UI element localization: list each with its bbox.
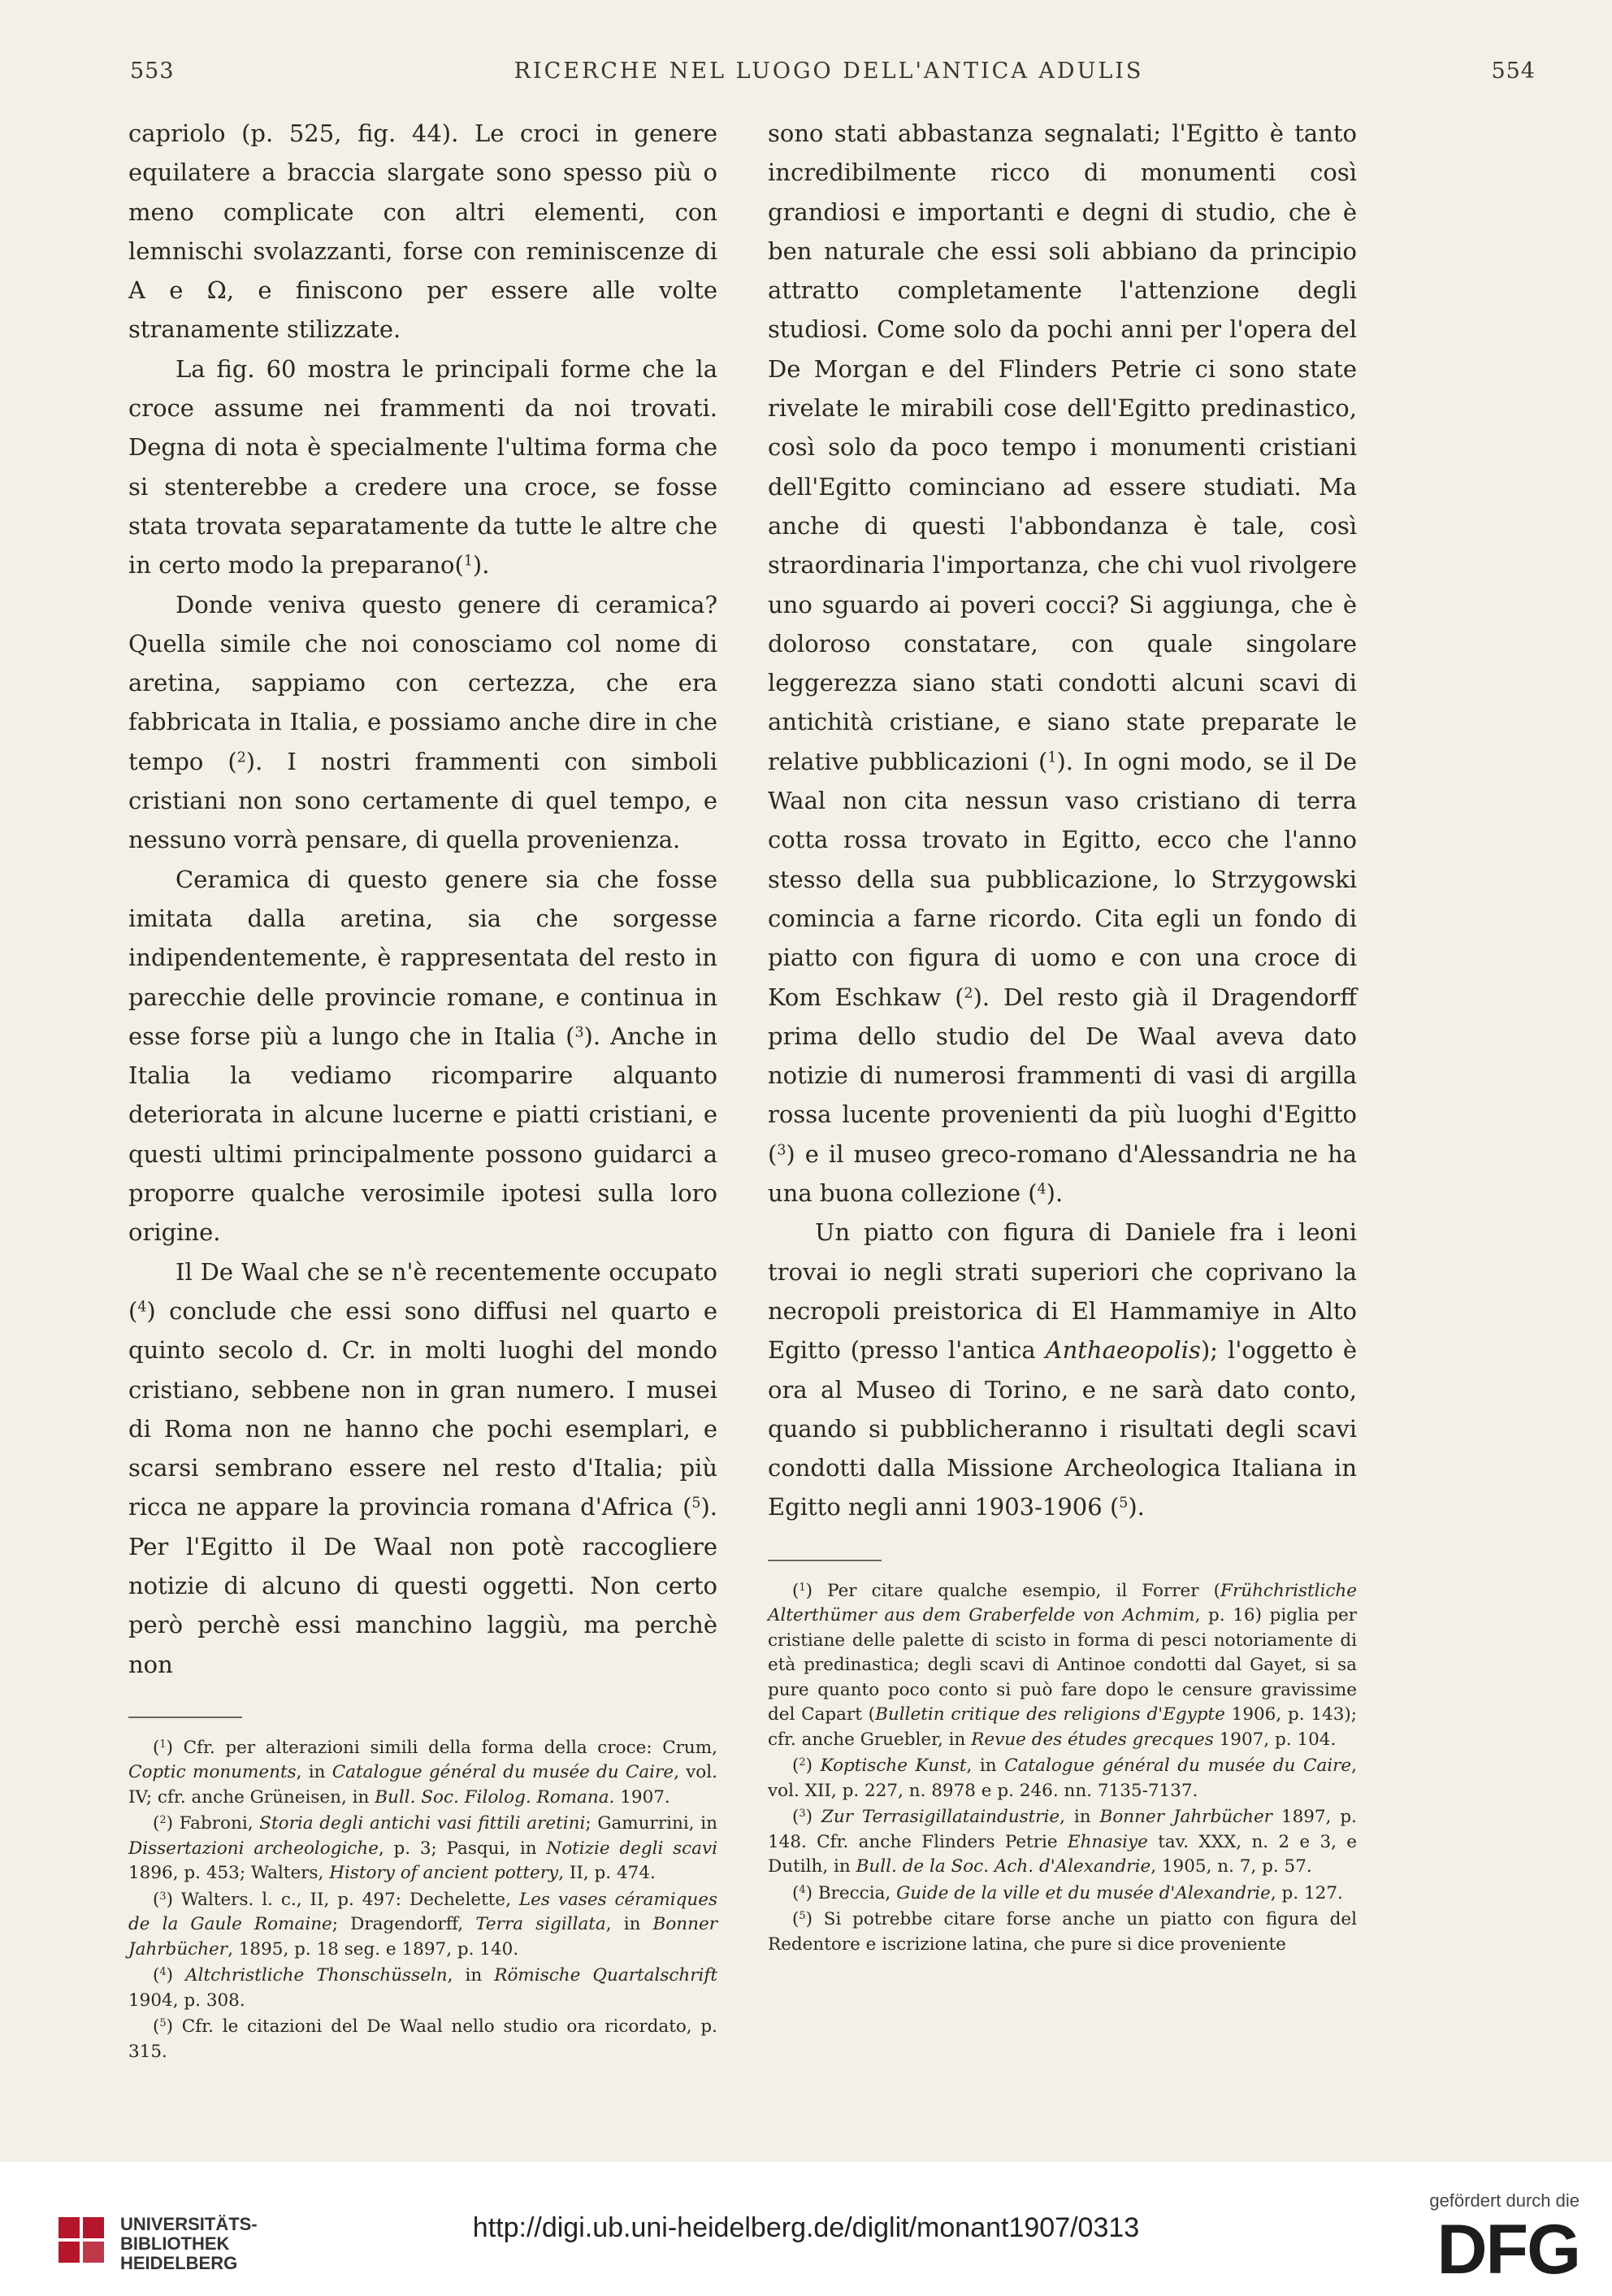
page-number-right: 554 (1491, 59, 1536, 84)
left-footnotes (128, 1736, 717, 2065)
left-body-text (128, 114, 717, 1684)
right-column (768, 114, 1357, 1959)
footnote-ref[interactable]: ($^4$) (1028, 1179, 1055, 1208)
paragraph: Donde veniva questo genere di ceramica? Quella simile che noi conosciamo col nome di aretina, sappiamo con certezza, che era fabbricata in Italia, e possiamo anche dire in che tempo ($^2$). I nostri frammenti con simboli cristiani non sono certamente di quel tempo, e nessuno vorrà pensare, di quella provenienza. (128, 590, 717, 854)
right-body-text (768, 114, 1357, 1527)
footnote: ($^5$) Si potrebbe citare forse anche un piatto con figura del Redentore e iscrizione latina, che pure si dice proveniente (768, 1909, 1357, 1955)
footnote: ($^4$) Breccia, Guide de la ville et du musée d'Alexandrie, p. 127. (792, 1882, 1343, 1903)
paragraph: Un piatto con figura di Daniele fra i leoni trovai io negli strati superiori che coprivano la necropoli preistorica di El Hammamiye in Alto Egitto (presso l'antica Anthaeopolis); l'oggetto è ora al Museo di Torino, e ne sarà dato conto, quando si pubblicheranno i risultati degli scavi condotti dalla Missione Archeologica Italiana in Egitto negli anni 1903-1906 ($^5$). (768, 1218, 1357, 1521)
footnote-ref[interactable]: ($^1$) (1038, 747, 1066, 775)
right-footnotes (768, 1579, 1357, 1958)
university-library-name: UNIVERSITÄTS- BIBLIOTHEK HEIDELBERG (120, 2214, 258, 2273)
paragraph: capriolo (p. 525, fig. 44). Le croci in genere equilatere a braccia slargate sono spesso più o meno complicate con altri elementi, con lemnischi svolazzanti, forse con reminiscenze di A e Ω, e finiscono per essere alle volte stranamente stilizzate. (128, 119, 717, 344)
footnote: ($^5$) Cfr. le citazioni del De Waal nello studio ora ricordato, p. 315. (128, 2016, 717, 2062)
footnote-ref[interactable]: ($^5$) (1109, 1493, 1138, 1521)
page-number-left: 553 (130, 59, 175, 84)
paragraph: Ceramica di questo genere sia che fosse imitata dalla aretina, sia che sorgesse indipendentemente, è rappresentata del resto in parecchie delle provincie romane, e continua in esse forse più a lungo che in Italia ($^3$). Anche in Italia la vediamo ricomparire alquanto deteriorata in alcune lucerne e piatti cristiani, e questi ultimi principalmente possono guidarci a proporre qualche verosimile ipotesi sulla loro origine. (128, 865, 718, 1247)
paragraph: sono stati abbastanza segnalati; l'Egitto è tanto incredibilmente ricco di monumenti così grandiosi e importanti e degni di studio, che è ben naturale che essi soli abbiano da principio attratto completamente l'attenzione degli studiosi. Come solo da pochi anni per l'opera del De Morgan e del Flinders Petrie ci sono state rivelate le mirabili cose dell'Egitto predinastico, così solo da poco tempo i monumenti cristiani dell'Egitto cominciano ad essere studiati. Ma anche di questi l'abbondanza è tale, così straordinaria l'importanza, che chi vuol rivolgere uno sguardo ai poveri cocci? Si aggiunga, che è doloroso constatare, con quale singolare leggerezza siano stati condotti alcuni scavi di antichità cristiane, e siano state preparate le relative pubblicazioni ($^1$). In ogni modo, se il De Waal non cita nessun vaso cristiano di terra cotta rossa trovato in Egitto, ecco che l'anno stesso della sua pubblicazione, lo Strzygowski comincia a farne ricordo. Cita egli un fondo di piatto con figura di uomo e con una croce di Kom Eschkaw ($^2$). Del resto già il Dragendorff prima dello studio del De Waal aveva dato notizie di numerosi frammenti di vasi di argilla rossa lucente provenienti da più luoghi d'Egitto ($^3$) e il museo greco-romano d'Alessandria ne ha una buona collezione ($^4$). (768, 119, 1358, 1208)
sponsor-label: gefördert durch die (1429, 2190, 1580, 2211)
footnote: ($^1$) Cfr. per alterazioni simili della forma della croce: Crum, Coptic monuments, in Catalogue général du musée du Caire, vol. IV; cfr. anche Grüneisen, in Bull. Soc. Filolog. Romana. 1907. (128, 1737, 717, 1808)
permalink-url[interactable]: http://digi.ub.uni-heidelberg.de/diglit/monant1907/0313 (472, 2212, 1140, 2243)
running-title: RICERCHE NEL LUOGO DELL'ANTICA ADULIS (514, 59, 1144, 84)
footnote-ref[interactable]: ($^2$) (228, 747, 256, 775)
dfg-logo[interactable]: DFG (1436, 2211, 1580, 2289)
footnote: ($^2$) Fabroni, Storia degli antichi vasi fittili aretini; Gamurrini, in Dissertazioni archeologiche, p. 3; Pasqui, in Notizie degli scavi 1896, p. 453; Walters, History of ancient pottery, II, p. 474. (128, 1813, 717, 1884)
footnote: ($^4$) Altchristliche Thonschüsseln, in Römische Quartalschrift 1904, p. 308. (128, 1965, 718, 2011)
paragraph: Il De Waal che se n'è recentemente occupato ($^4$) conclude che essi sono diffusi nel quarto e quinto secolo d. Cr. in molti luoghi del mondo cristiano, sebbene non in gran numero. I musei di Roma non ne hanno che pochi esemplari, e scarsi sembrano essere nel resto d'Italia; più ricca ne appare la provincia romana d'Africa ($^5$). Per l'Egitto il De Waal non potè raccogliere notizie di alcuno di questi oggetti. Non certo però perchè essi manchino laggiù, ma perchè non (128, 1257, 718, 1678)
footnote-ref[interactable]: ($^5$) (682, 1493, 710, 1521)
left-column (128, 114, 717, 2066)
footnote: ($^3$) Zur Terrasigillataindustrie, in Bonner Jahrbücher 1897, p. 148. Cfr. anche Flinders Petrie Ehnasiye tav. XXX, n. 2 e 3, e Dutilh, in Bull. de la Soc. Ach. d'Alexandrie, 1905, n. 7, p. 57. (768, 1807, 1357, 1877)
footnote-ref[interactable]: ($^2$) (955, 983, 982, 1011)
footnote-ref[interactable]: ($^3$) (768, 1139, 795, 1168)
footnote-ref[interactable]: ($^1$) (454, 551, 483, 579)
footnote: ($^1$) Per citare qualche esempio, il Forrer (Frühchristliche Alterthümer aus dem Graberfelde von Achmim, p. 16) piglia per cristiane delle palette di scisto in forma di pesci notoriamente di età predinastica; degli scavi di Antinoe condotti dal Gayet, si sa pure quanto poco conto si può fare dopo le censure gravissime del Capart (Bulletin critique des religions d'Egypte 1906, p. 143); cfr. anche Gruebler, in Revue des études grecques 1907, p. 104. (768, 1580, 1358, 1750)
footnote: ($^2$) Koptische Kunst, in Catalogue général du musée du Caire, vol. XII, p. 227, n. 8978 e p. 246. nn. 7135-7137. (768, 1756, 1357, 1801)
footnote: ($^3$) Walters. l. c., II, p. 497: Dechelette, Les vases céramiques de la Gaule Romaine; Dragendorff, Terra sigillata, in Bonner Jahrbücher, 1895, p. 18 seg. e 1897, p. 140. (128, 1889, 718, 1960)
footnote-ref[interactable]: ($^3$) (566, 1022, 593, 1050)
footnote-ref[interactable]: ($^4$) (128, 1296, 156, 1325)
paragraph: La fig. 60 mostra le principali forme che la croce assume nei frammenti da noi trovati. Degna di nota è specialmente l'ultima forma che si stenterebbe a credere una croce, se fosse stata trovata separatamente da tutte le altre che in certo modo la preparano($^1$). (128, 354, 717, 579)
footnote-divider (768, 1560, 882, 1561)
footnote-divider (128, 1717, 242, 1718)
running-header (122, 59, 1536, 91)
